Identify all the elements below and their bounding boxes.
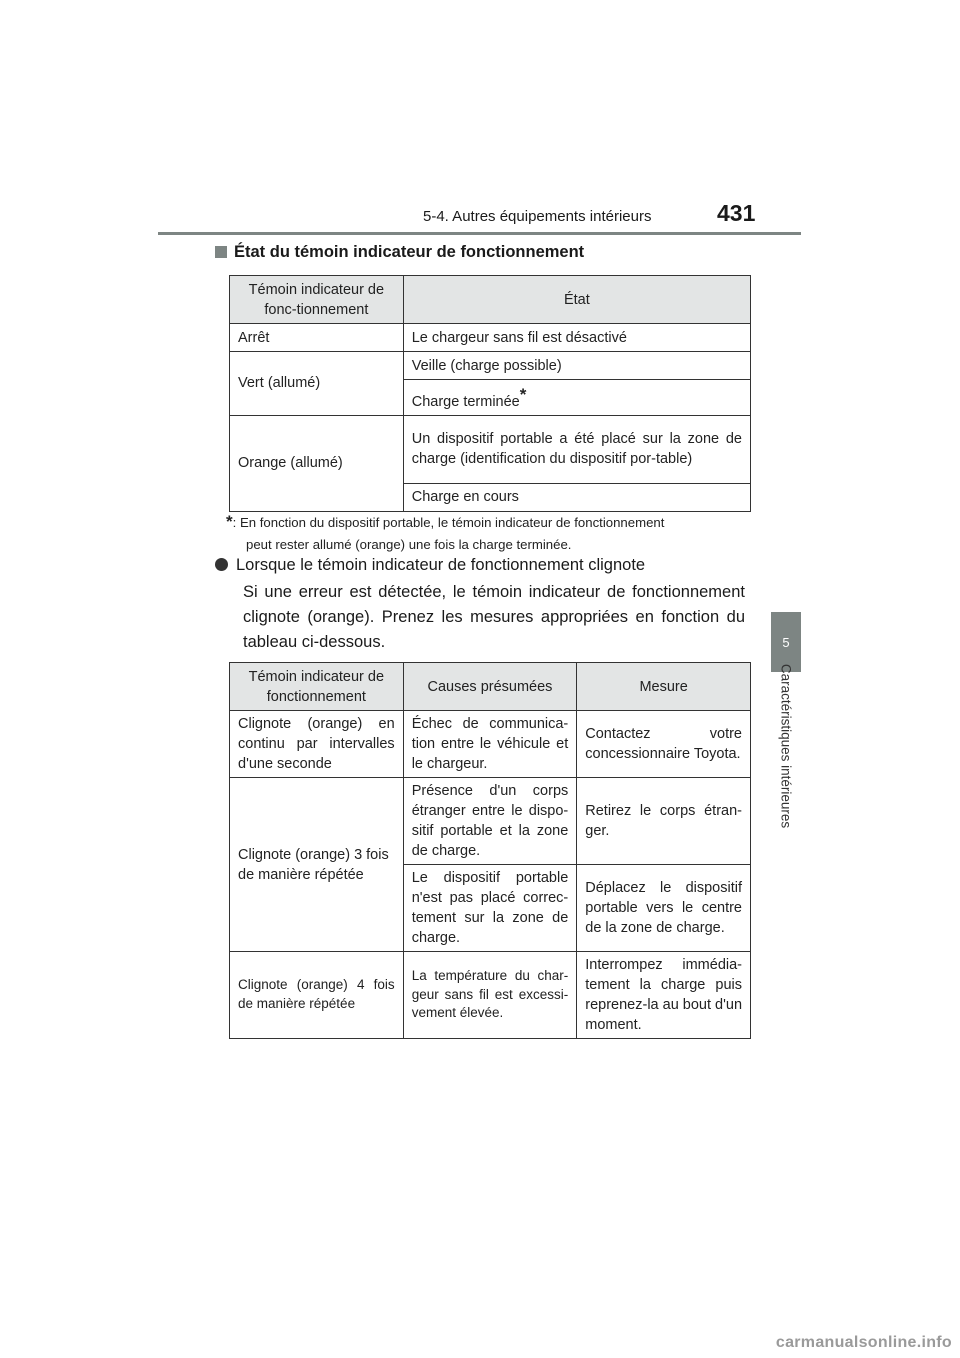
table1-indicator-cell: Arrêt (230, 324, 404, 352)
table1-state-cell (403, 380, 750, 416)
footnote-star-icon: * (519, 385, 527, 404)
table-row (230, 415, 751, 483)
table1-state-text: Charge terminée (411, 393, 520, 410)
footnote-text: : En fonction du dispositif portable, le témoin indicateur de fonctionnement (232, 515, 665, 530)
table-row (230, 952, 751, 1039)
table1-indicator-cell: Orange (allumé) (230, 415, 404, 511)
watermark: carmanualsonline.info (775, 1334, 952, 1351)
table2-action-cell: Contactez votre concessionnaire Toyota. (577, 711, 751, 778)
bullet-heading (215, 556, 645, 575)
table2-header-indicator: Témoin indicateur de fonctionnement (230, 663, 404, 711)
footnote-star-icon: * (226, 512, 233, 531)
table2-header-cause: Causes présumées (403, 663, 577, 711)
table1-indicator-cell: Vert (allumé) (230, 352, 404, 416)
bullet-paragraph: Si une erreur est détectée, le témoin indicateur de fonctionnement clignote (orange). Prenez les mesures appropriées en fonction du tableau ci-dessous. (243, 583, 745, 651)
table-row (230, 778, 751, 865)
table1-state-cell: Un dispositif portable a été placé sur la zone de charge (identification du dispositif por-table) (403, 415, 750, 483)
table1-header-state: État (403, 276, 750, 324)
table2-header-action: Mesure (577, 663, 751, 711)
bullet-dot-icon (215, 558, 228, 571)
header-divider (158, 232, 801, 235)
footnote-text-continued: peut rester allumé (orange) une fois la charge terminée. (246, 536, 572, 552)
page-number: 431 (717, 200, 756, 226)
table2-indicator-cell: Clignote (orange) en continu par intervalles d'une seconde (230, 711, 404, 778)
table-row (230, 324, 751, 352)
blinking-indicator-table (229, 662, 751, 1039)
footnote (226, 509, 748, 554)
table1-state-cell: Le chargeur sans fil est désactivé (403, 324, 750, 352)
table2-cause-cell: Le dispositif portable n'est pas placé correc-tement sur la zone de charge. (403, 865, 577, 952)
section-heading-text: État du témoin indicateur de fonctionnement (234, 243, 585, 261)
section-heading (215, 243, 584, 262)
table2-cause-cell: La température du char-geur sans fil est excessi-vement élevée. (403, 952, 577, 1039)
table2-cause-cell: Présence d'un corps étranger entre le dispo-sitif portable et la zone de charge. (403, 778, 577, 865)
table-row (230, 352, 751, 380)
table2-action-cell: Retirez le corps étran-ger. (577, 778, 751, 865)
chapter-side-label: Caractéristiques intérieures (778, 663, 794, 829)
table1-state-cell: Charge en cours (403, 483, 750, 511)
square-bullet-icon (215, 246, 227, 258)
table-row (230, 711, 751, 778)
indicator-status-table (229, 275, 751, 512)
table1-state-cell: Veille (charge possible) (403, 352, 750, 380)
chapter-tab-number: 5 (782, 634, 790, 650)
table2-action-cell: Déplacez le dispositif portable vers le centre de la zone de charge. (577, 865, 751, 952)
table2-indicator-cell: Clignote (orange) 3 fois de manière répétée (230, 778, 404, 952)
table2-cause-cell: Échec de communica-tion entre le véhicule et le chargeur. (403, 711, 577, 778)
bullet-heading-text: Lorsque le témoin indicateur de fonctionnement clignote (236, 556, 646, 574)
header-section-title: 5-4. Autres équipements intérieurs (423, 208, 652, 225)
table1-header-indicator: Témoin indicateur de fonc-tionnement (230, 276, 404, 324)
table2-indicator-cell: Clignote (orange) 4 fois de manière répétée (230, 952, 404, 1039)
table2-action-cell: Interrompez immédia-tement la charge puis reprenez-la au bout d'un moment. (577, 952, 751, 1039)
